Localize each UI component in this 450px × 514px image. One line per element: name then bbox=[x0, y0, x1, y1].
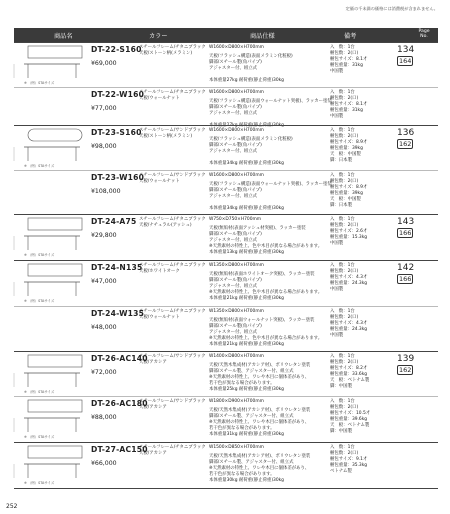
product-code: DT-23-W160 bbox=[91, 173, 145, 182]
color-line: スチールフレーム/サンドブラック bbox=[139, 173, 206, 178]
remark-line: 梱包サイズ：8.9才 bbox=[330, 140, 368, 146]
remark-line: 中国製 bbox=[330, 241, 344, 247]
product-weight: 本体重量30kg 耐荷重(静止荷重)30kg bbox=[209, 478, 284, 483]
table-plan-drawing bbox=[28, 264, 82, 276]
color-line: スチールフレーム/サンドブラック bbox=[139, 399, 206, 404]
color-line: 天板/ストーン柄(メラミン) bbox=[139, 51, 193, 56]
remark-line: 中国製 bbox=[330, 114, 344, 120]
spec-line: W1600×D800×H700mm bbox=[209, 45, 264, 50]
page-link[interactable]: 143 bbox=[397, 217, 415, 227]
spec-line: 若干色が異なる場合があります。 bbox=[209, 381, 275, 387]
spec-line: 脚部/スチール製(角パイプ) bbox=[209, 105, 262, 111]
spec-line: W1350×D800×H700mm bbox=[209, 309, 264, 314]
remark-line: 梱包数：2(口) bbox=[330, 405, 359, 411]
product-price: ¥108,000 bbox=[91, 188, 121, 195]
remark-line: 梱包数：2(口) bbox=[330, 51, 359, 57]
product-code: DT-22-S160 bbox=[91, 45, 142, 54]
page-ref-badge[interactable]: 162 bbox=[399, 140, 412, 148]
spec-line: アジャスター付、組立式 bbox=[209, 238, 258, 244]
diagram-label: ※ （例）STAサイズ bbox=[24, 299, 55, 303]
color-line: スチールフレーム/チタニブラック bbox=[139, 90, 206, 95]
table-plan-drawing bbox=[28, 46, 82, 58]
color-line: スチールフレーム/チタニブラック bbox=[139, 217, 206, 222]
spec-line: 天板/無垢材(表面ウォールナット突板)、ラッカー塗装 bbox=[209, 318, 315, 324]
remark-line: 梱包重量：39.6kg bbox=[330, 417, 368, 423]
spec-line: 天板/フラッシュ構造(表面ウォールナット突板)、ラッカー塗装 bbox=[209, 182, 332, 188]
product-price: ¥98,000 bbox=[91, 143, 117, 150]
diagram-label: ※ （例）STAサイズ bbox=[24, 253, 55, 257]
remark-line: 梱包重量：33.6kg bbox=[330, 372, 368, 378]
spec-line: 脚部/スチール製(角パイプ) bbox=[209, 143, 262, 149]
remark-line: 天 板：ベトナム製 bbox=[330, 423, 370, 429]
diagram-label: ※ （例）STAサイズ bbox=[24, 81, 55, 85]
product-price: ¥88,000 bbox=[91, 414, 117, 421]
spec-line: 脚部/スチール製(角パイプ) bbox=[209, 60, 262, 66]
product-price: ¥69,000 bbox=[91, 60, 117, 67]
product-weight: 本体重量27kg 耐荷重(静止荷重)30kg bbox=[209, 78, 284, 83]
product-weight: 本体重量31kg 耐荷重(静止荷重)30kg bbox=[209, 432, 284, 437]
color-line: スチールフレーム/チタニブラック bbox=[139, 309, 206, 314]
product-code: DT-23-S160 bbox=[91, 128, 142, 137]
table-plan-drawing bbox=[28, 129, 82, 141]
spec-line: W1600×D800×H700mm bbox=[209, 173, 264, 178]
color-line: スチールフレーム/チタニブラック bbox=[139, 445, 206, 450]
diagram-label: ※ （例）STAサイズ bbox=[24, 164, 55, 168]
remark-line: 脚：中国製 bbox=[330, 429, 352, 435]
remark-line: 脚：日本製 bbox=[330, 158, 352, 164]
page-link[interactable]: 139 bbox=[397, 354, 415, 364]
remark-line: 梱包サイズ：2.6才 bbox=[330, 229, 368, 235]
spec-line: アジャスター付、組立式 bbox=[209, 149, 258, 155]
page-ref-badge[interactable]: 166 bbox=[399, 229, 412, 237]
table-plan-drawing bbox=[28, 355, 82, 367]
table-plan-drawing bbox=[28, 400, 82, 412]
product-weight: 本体重量21kg 耐荷重(静止荷重)30kg bbox=[209, 342, 284, 347]
table-plan-drawing bbox=[28, 446, 82, 458]
remark-line: 梱包サイズ：8.1才 bbox=[330, 102, 368, 108]
spec-line: W1600×D800×H700mm bbox=[209, 128, 264, 133]
remark-line: 脚：中国製 bbox=[330, 384, 352, 390]
remark-line: 梱包数：2(口) bbox=[330, 223, 359, 229]
spec-line: 脚部/スチール製、アジャスター付、組立式 bbox=[209, 414, 294, 420]
spec-line: 天板/フラッシュ構造(表面ウォールナット突板)、ラッカー塗装 bbox=[209, 99, 332, 105]
spec-line: 天板/無垢材(表面ホワイトオーク突板)、ラッカー塗装 bbox=[209, 272, 315, 278]
page-number: 252 bbox=[6, 503, 18, 510]
remark-line: 脚：日本製 bbox=[330, 203, 352, 209]
color-line: スチールフレーム/チタニブラック bbox=[139, 263, 206, 268]
diagram-label: ※ （例）STAサイズ bbox=[24, 390, 55, 394]
product-price: ¥66,000 bbox=[91, 460, 117, 467]
color-line: 天板/アカシア bbox=[139, 360, 167, 365]
spec-line: W1400×D800×H700mm bbox=[209, 354, 264, 359]
spec-line: W1350×D800×H700mm bbox=[209, 263, 264, 268]
spec-line: 脚部/スチール製、アジャスター付、組立式 bbox=[209, 369, 294, 375]
product-weight: 本体重量27kg 耐荷重(静止荷重)30kg bbox=[209, 123, 284, 128]
spec-line: 天板/天然木集成材(アカシア材)、ポリウレタン塗装 bbox=[209, 363, 311, 369]
product-weight: 本体重量34kg 耐荷重(静止荷重)30kg bbox=[209, 206, 284, 211]
remark-line: 梱包サイズ：8.1才 bbox=[330, 57, 368, 63]
diagram-label: ※ （例）STAサイズ bbox=[24, 435, 55, 439]
spec-line: 脚部/スチール製(角パイプ) bbox=[209, 278, 262, 284]
remark-line: 梱包サイズ：4.3才 bbox=[330, 321, 368, 327]
spec-line: W1800×D900×H700mm bbox=[209, 399, 264, 404]
header-item: 商品名 bbox=[54, 33, 73, 40]
product-code: DT-24-N135 bbox=[91, 263, 143, 272]
remark-line: 梱包重量：15.3kg bbox=[330, 235, 368, 241]
color-line: 天板/アカシア bbox=[139, 451, 167, 456]
page-link[interactable]: 134 bbox=[397, 45, 415, 55]
spec-line: アジャスター付、組立式 bbox=[209, 194, 258, 200]
page-ref-badge[interactable]: 162 bbox=[399, 366, 412, 374]
remark-line: 入 数：1台 bbox=[330, 173, 355, 178]
spec-line: 天板/天然木集成材(アカシア材)、ポリウレタン塗装 bbox=[209, 454, 311, 460]
header-color: カラー bbox=[149, 33, 168, 40]
remark-line: 入 数：1台 bbox=[330, 309, 355, 314]
product-weight: 本体重量25kg 耐荷重(静止荷重)30kg bbox=[209, 387, 284, 392]
product-weight: 本体重量34kg 耐荷重(静止荷重)30kg bbox=[209, 161, 284, 166]
remark-line: 梱包重量：24.3kg bbox=[330, 281, 368, 287]
product-code: DT-26-AC180 bbox=[91, 399, 148, 408]
table-plan-drawing bbox=[28, 218, 82, 230]
spec-line: ※天然素材の特性上、ワレや木目に個体差があり、 bbox=[209, 466, 310, 472]
header-remarks: 備考 bbox=[344, 33, 357, 40]
remark-line: 中国製 bbox=[330, 287, 344, 293]
spec-line: W1600×D800×H700mm bbox=[209, 90, 264, 95]
remark-line: 梱包数：2(口) bbox=[330, 134, 359, 140]
product-code: DT-27-AC150 bbox=[91, 445, 148, 454]
color-line: 天板/アカシア bbox=[139, 405, 167, 410]
remark-line: 梱包サイズ：4.3才 bbox=[330, 275, 368, 281]
color-line: 天板/ウォールナット bbox=[139, 179, 180, 184]
product-code: DT-26-AC140 bbox=[91, 354, 148, 363]
remark-line: 天 板：ベトナム製 bbox=[330, 378, 370, 384]
product-price: ¥72,000 bbox=[91, 369, 117, 376]
color-line: 天板/ウォールナット bbox=[139, 96, 180, 101]
spec-line: ※天然素材の特性上、色や木目が異なる場合があります。 bbox=[209, 244, 323, 250]
spec-line: 天板/フラッシュ構造(表面メラミン化粧板) bbox=[209, 54, 293, 60]
spec-line: アジャスター付、組立式 bbox=[209, 330, 258, 336]
remark-line: 中国製 bbox=[330, 333, 344, 339]
spec-line: 脚部/スチール製(角パイプ) bbox=[209, 188, 262, 194]
product-price: ¥29,800 bbox=[91, 232, 117, 239]
remark-line: 梱包数：2(口) bbox=[330, 179, 359, 185]
remark-line: 梱包数：2(口) bbox=[330, 269, 359, 275]
page-ref-badge[interactable]: 164 bbox=[399, 57, 412, 65]
color-line: 天板/ホワイトオーク bbox=[139, 269, 180, 274]
remark-line: 梱包重量：31kg bbox=[330, 63, 363, 69]
diagram-label: ※ （例）STAサイズ bbox=[24, 481, 55, 485]
remark-line: ベトナム製 bbox=[330, 469, 352, 475]
spec-line: ※天然素材の特性上、色や木目が異なる場合があります。 bbox=[209, 336, 323, 342]
remark-line: 梱包重量：31kg bbox=[330, 108, 363, 114]
remark-line: 梱包サイズ：8.2才 bbox=[330, 366, 368, 372]
spec-line: 脚部/スチール製(角パイプ) bbox=[209, 232, 262, 238]
spec-line: アジャスター付、組立式 bbox=[209, 284, 258, 290]
page-ref-badge[interactable]: 166 bbox=[399, 275, 412, 283]
remark-line: 梱包数：2(口) bbox=[330, 451, 359, 457]
page-link[interactable]: 142 bbox=[397, 263, 415, 273]
spec-line: 若干色が異なる場合があります。 bbox=[209, 472, 275, 478]
remark-line: 入 数：1台 bbox=[330, 445, 355, 450]
remark-line: 入 数：1台 bbox=[330, 45, 355, 50]
remark-line: 入 数：1台 bbox=[330, 354, 355, 359]
product-price: ¥77,000 bbox=[91, 105, 117, 112]
remark-line: 梱包重量：39kg bbox=[330, 191, 363, 197]
color-line: 天板/ナチュラル(アッシュ) bbox=[139, 223, 192, 228]
spec-line: W750×D750×H700mm bbox=[209, 217, 262, 222]
spec-line: 天板/フラッシュ構造(表面メラミン化粧板) bbox=[209, 137, 293, 143]
spec-line: 天板/無垢材(表面アッシュ材突板)、ラッカー塗装 bbox=[209, 226, 306, 232]
remark-line: 入 数：1台 bbox=[330, 128, 355, 133]
remark-line: 梱包サイズ：9.1才 bbox=[330, 457, 368, 463]
remark-line: 入 数：1台 bbox=[330, 90, 355, 95]
remark-line: 梱包重量：35.3kg bbox=[330, 463, 368, 469]
spec-line: 脚部/スチール製、アジャスター付、組立式 bbox=[209, 460, 294, 466]
remark-line: 梱包数：2(口) bbox=[330, 315, 359, 321]
spec-line: 天板/天然木集成材(アカシア材)、ポリウレタン塗装 bbox=[209, 408, 311, 414]
product-code: DT-24-A75 bbox=[91, 217, 137, 226]
product-code: DT-24-W135 bbox=[91, 309, 145, 318]
spec-line: アジャスター付、組立式 bbox=[209, 66, 258, 72]
remark-line: 梱包重量：39kg bbox=[330, 146, 363, 152]
spec-line: ※天然素材の特性上、色や木目が異なる場合があります。 bbox=[209, 290, 323, 296]
color-line: 天板/ストーン柄(メラミン) bbox=[139, 134, 193, 139]
remark-line: 梱包数：2(口) bbox=[330, 360, 359, 366]
spec-line: ※天然素材の特性上、ワレや木目に個体差があり、 bbox=[209, 420, 310, 426]
remark-line: 入 数：1台 bbox=[330, 263, 355, 268]
spec-line: W1500×D850×H700mm bbox=[209, 445, 264, 450]
product-weight: 本体重量21kg 耐荷重(静止荷重)30kg bbox=[209, 296, 284, 301]
product-code: DT-22-W160 bbox=[91, 90, 145, 99]
remark-line: 梱包重量：24.3kg bbox=[330, 327, 368, 333]
page-link[interactable]: 136 bbox=[397, 128, 415, 138]
color-line: スチールフレーム/チタニブラック bbox=[139, 45, 206, 50]
product-weight: 本体重量13kg 耐荷重(静止荷重)30kg bbox=[209, 250, 284, 255]
remark-line: 梱包サイズ：10.5才 bbox=[330, 411, 371, 417]
color-line: 天板/ウォールナット bbox=[139, 315, 180, 320]
remark-line: 天 板：中国製 bbox=[330, 152, 361, 158]
product-price: ¥48,000 bbox=[91, 324, 117, 331]
color-line: スチールフレーム/サンドブラック bbox=[139, 128, 206, 133]
header-spec: 商品仕様 bbox=[250, 33, 275, 40]
spec-line: アジャスター付、組立式 bbox=[209, 111, 258, 117]
spec-line: 若干色が異なる場合があります。 bbox=[209, 426, 275, 432]
remark-line: 梱包数：2(口) bbox=[330, 96, 359, 102]
remark-line: 入 数：1台 bbox=[330, 217, 355, 222]
remark-line: 梱包サイズ：8.9才 bbox=[330, 185, 368, 191]
color-line: スチールフレーム/サンドブラック bbox=[139, 354, 206, 359]
remark-line: 入 数：1台 bbox=[330, 399, 355, 404]
remark-line: 中国製 bbox=[330, 69, 344, 75]
header-page: Page No. bbox=[418, 29, 430, 40]
price-note: 定価の千未満の価格には消費税が含まれません。 bbox=[345, 6, 438, 11]
remark-line: 天 板：中国製 bbox=[330, 197, 361, 203]
spec-line: ※天然素材の特性上、ワレや木目に個体差があり、 bbox=[209, 375, 310, 381]
product-price: ¥47,000 bbox=[91, 278, 117, 285]
spec-line: 脚部/スチール製(角パイプ) bbox=[209, 324, 262, 330]
